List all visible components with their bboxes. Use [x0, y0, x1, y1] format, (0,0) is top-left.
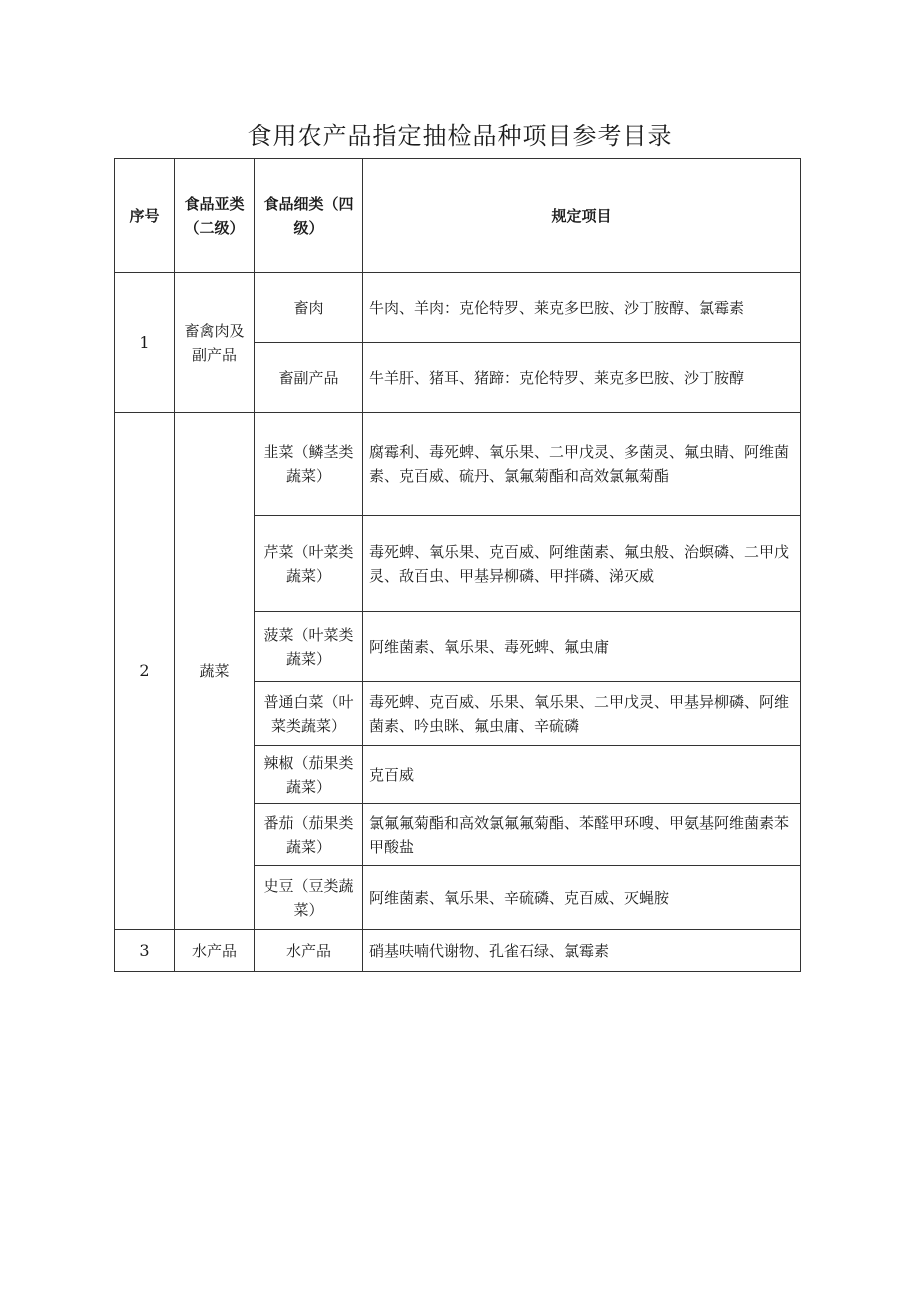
detail-cell: 韭菜（鳞茎类蔬菜）	[255, 413, 363, 516]
header-seq: 序号	[115, 159, 175, 273]
detail-cell: 畜肉	[255, 273, 363, 343]
subcategory-cell: 畜禽肉及副产品	[175, 273, 255, 413]
table-row	[115, 930, 801, 972]
table-row	[115, 413, 801, 516]
detail-cell: 芹菜（叶菜类蔬菜）	[255, 516, 363, 612]
seq-cell: 3	[115, 930, 175, 972]
detail-cell: 番茄（茄果类蔬菜）	[255, 804, 363, 866]
table-header-row	[115, 159, 801, 273]
detail-cell: 菠菜（叶菜类蔬菜）	[255, 612, 363, 682]
items-cell: 牛肉、羊肉：克伦特罗、莱克多巴胺、沙丁胺醇、氯霉素	[363, 273, 801, 343]
seq-cell: 1	[115, 273, 175, 413]
items-cell: 克百威	[363, 746, 801, 804]
page-title: 食用农产品指定抽检品种项目参考目录	[247, 122, 673, 150]
seq-cell: 2	[115, 413, 175, 930]
catalog-table	[114, 158, 801, 972]
detail-cell: 史豆（豆类蔬菜）	[255, 866, 363, 930]
items-cell: 阿维菌素、氧乐果、毒死蜱、氟虫庸	[363, 612, 801, 682]
items-cell: 牛羊肝、猪耳、猪蹄：克伦特罗、莱克多巴胺、沙丁胺醇	[363, 343, 801, 413]
detail-cell: 水产品	[255, 930, 363, 972]
subcategory-cell: 蔬菜	[175, 413, 255, 930]
items-cell: 毒死蜱、克百威、乐果、氧乐果、二甲戊灵、甲基异柳磷、阿维菌素、吟虫眯、氟虫庸、辛硫磷	[363, 682, 801, 746]
items-cell: 硝基呋喃代谢物、孔雀石绿、氯霉素	[363, 930, 801, 972]
header-subcategory: 食品亚类（二级）	[175, 159, 255, 273]
items-cell: 毒死蜱、氧乐果、克百威、阿维菌素、氟虫般、治螟磷、二甲戊灵、敌百虫、甲基异柳磷、甲拌磷、涕灭威	[363, 516, 801, 612]
header-items: 规定项目	[363, 159, 801, 273]
subcategory-cell: 水产品	[175, 930, 255, 972]
detail-cell: 畜副产品	[255, 343, 363, 413]
items-cell: 氯氟氟菊酯和高效氯氟氟菊酯、苯醛甲环嗖、甲氨基阿维菌素苯甲酸盐	[363, 804, 801, 866]
header-detail: 食品细类（四级）	[255, 159, 363, 273]
table-row	[115, 273, 801, 343]
detail-cell: 辣椒（茄果类蔬菜）	[255, 746, 363, 804]
items-cell: 腐霉利、毒死蜱、氧乐果、二甲戊灵、多菌灵、氟虫睛、阿维菌素、克百威、硫丹、氯氟菊酯和高效氯氟菊酯	[363, 413, 801, 516]
detail-cell: 普通白菜（叶菜类蔬菜）	[255, 682, 363, 746]
items-cell: 阿维菌素、氧乐果、辛硫磷、克百威、灭蝇胺	[363, 866, 801, 930]
